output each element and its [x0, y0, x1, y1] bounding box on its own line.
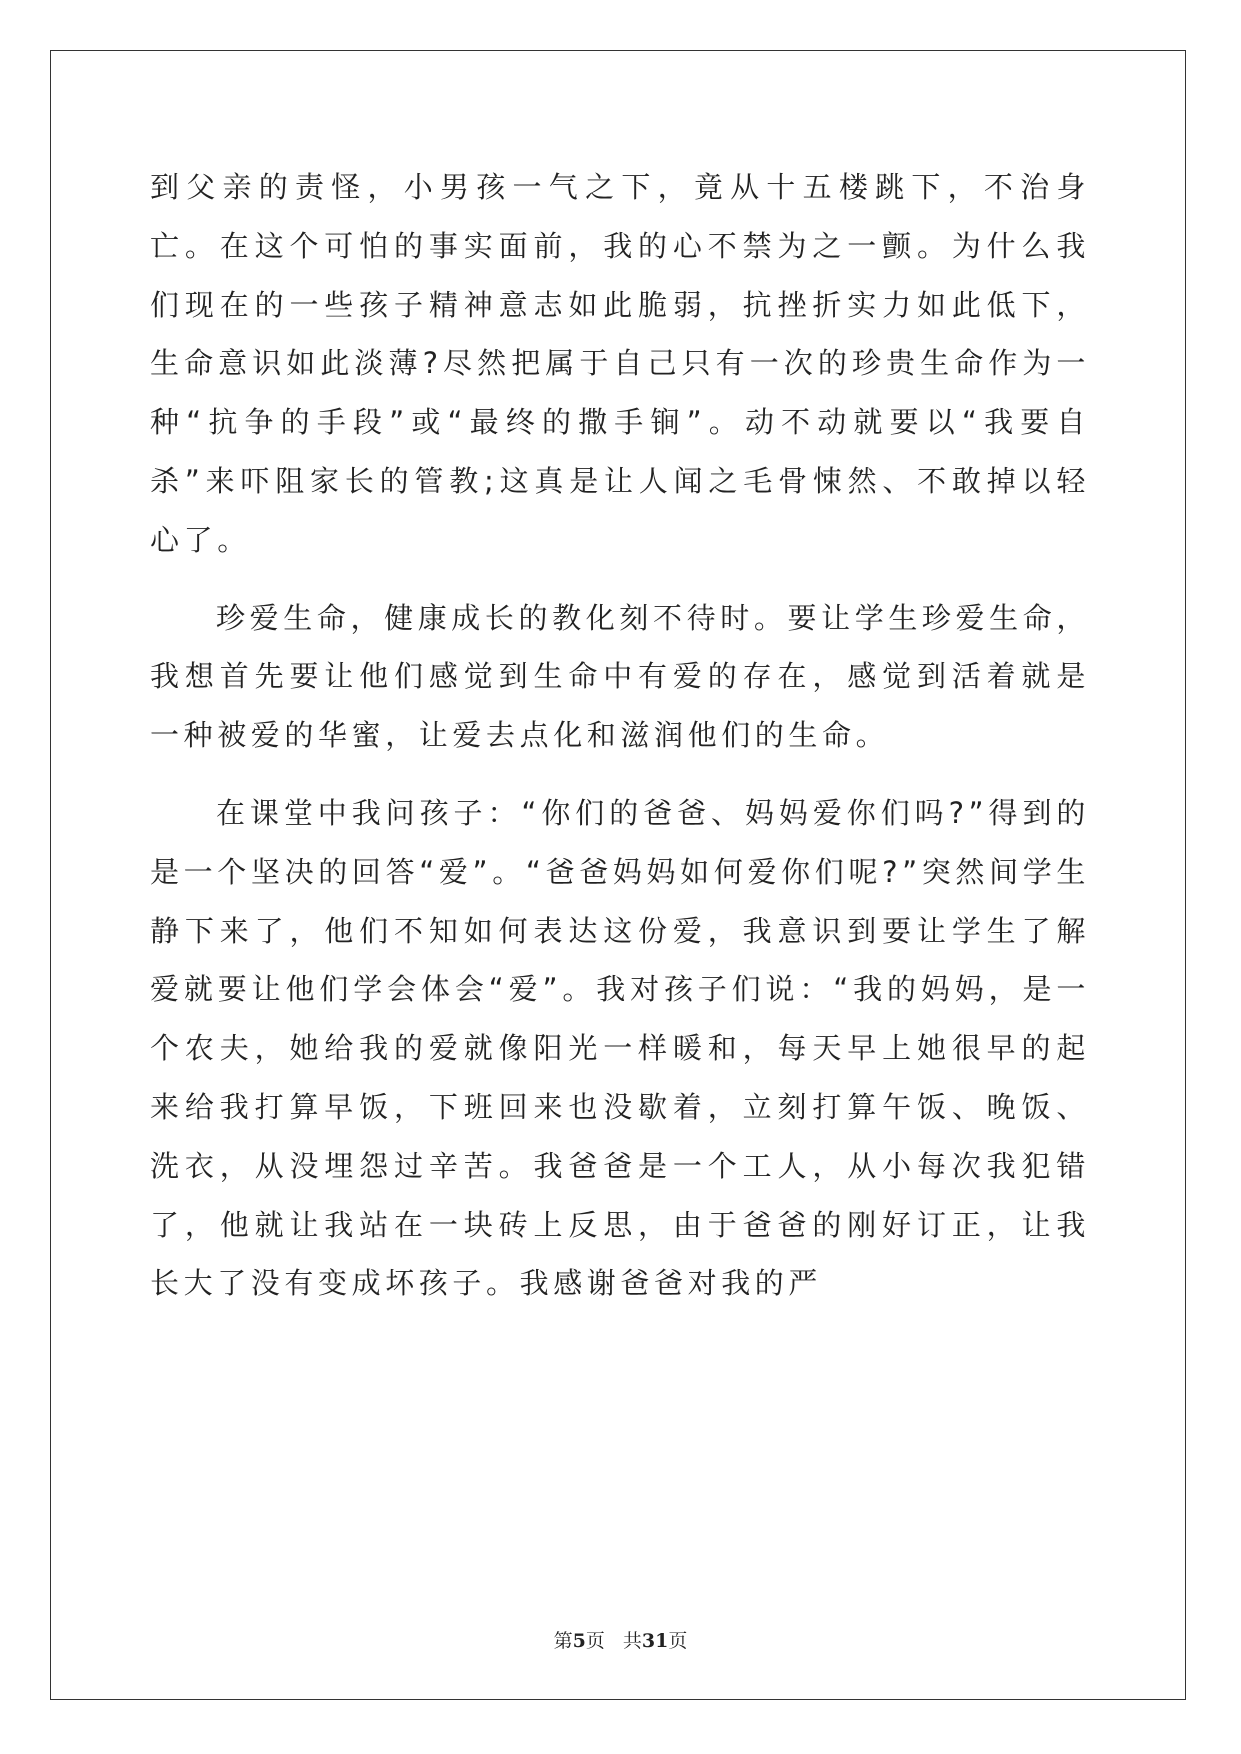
paragraph-1: 到父亲的责怪，小男孩一气之下，竟从十五楼跳下，不治身亡。在这个可怕的事实面前，我的心不禁为之一颤。为什么我们现在的一些孩子精神意志如此脆弱，抗挫折实力如此低下，生命意识如此淡薄?尽然把属于自己只有一次的珍贵生命作为一种“抗争的手段”或“最终的撒手锏”。动不动就要以“我要自杀”来吓阻家长的管教;这真是让人闻之毛骨悚然、不敢掉以轻心了。 [150, 170, 1090, 557]
total-prefix: 共 [622, 1630, 642, 1652]
total-pages: 31 [641, 1630, 669, 1652]
page-footer [0, 1626, 1241, 1653]
total-suffix: 页 [668, 1630, 688, 1652]
paragraph-2: 珍爱生命，健康成长的教化刻不待时。要让学生珍爱生命，我想首先要让他们感觉到生命中有爱的存在，感觉到活着就是一种被爱的华蜜，让爱去点化和滋润他们的生命。 [150, 600, 1090, 753]
paragraph-3: 在课堂中我问孩子：“你们的爸爸、妈妈爱你们吗?”得到的是一个坚决的回答“爱”。“爸爸妈妈如何爱你们呢?”突然间学生静下来了，他们不知如何表达这份爱，我意识到要让学生了解爱就要让他们学会体会“爱”。我对孩子们说：“我的妈妈，是一个农夫，她给我的爱就像阳光一样暖和，每天早上她很早的起来给我打算早饭，下班回来也没歇着，立刻打算午饭、晚饭、洗衣，从没埋怨过辛苦。我爸爸是一个工人，从小每次我犯错了，他就让我站在一块砖上反思，由于爸爸的刚好订正，让我长大了没有变成坏孩子。我感谢爸爸对我的严 [150, 795, 1090, 1301]
page-prefix: 第 [553, 1630, 573, 1652]
page-suffix: 页 [585, 1630, 605, 1652]
page-number: 5 [572, 1630, 586, 1652]
document-body [150, 158, 1090, 1332]
